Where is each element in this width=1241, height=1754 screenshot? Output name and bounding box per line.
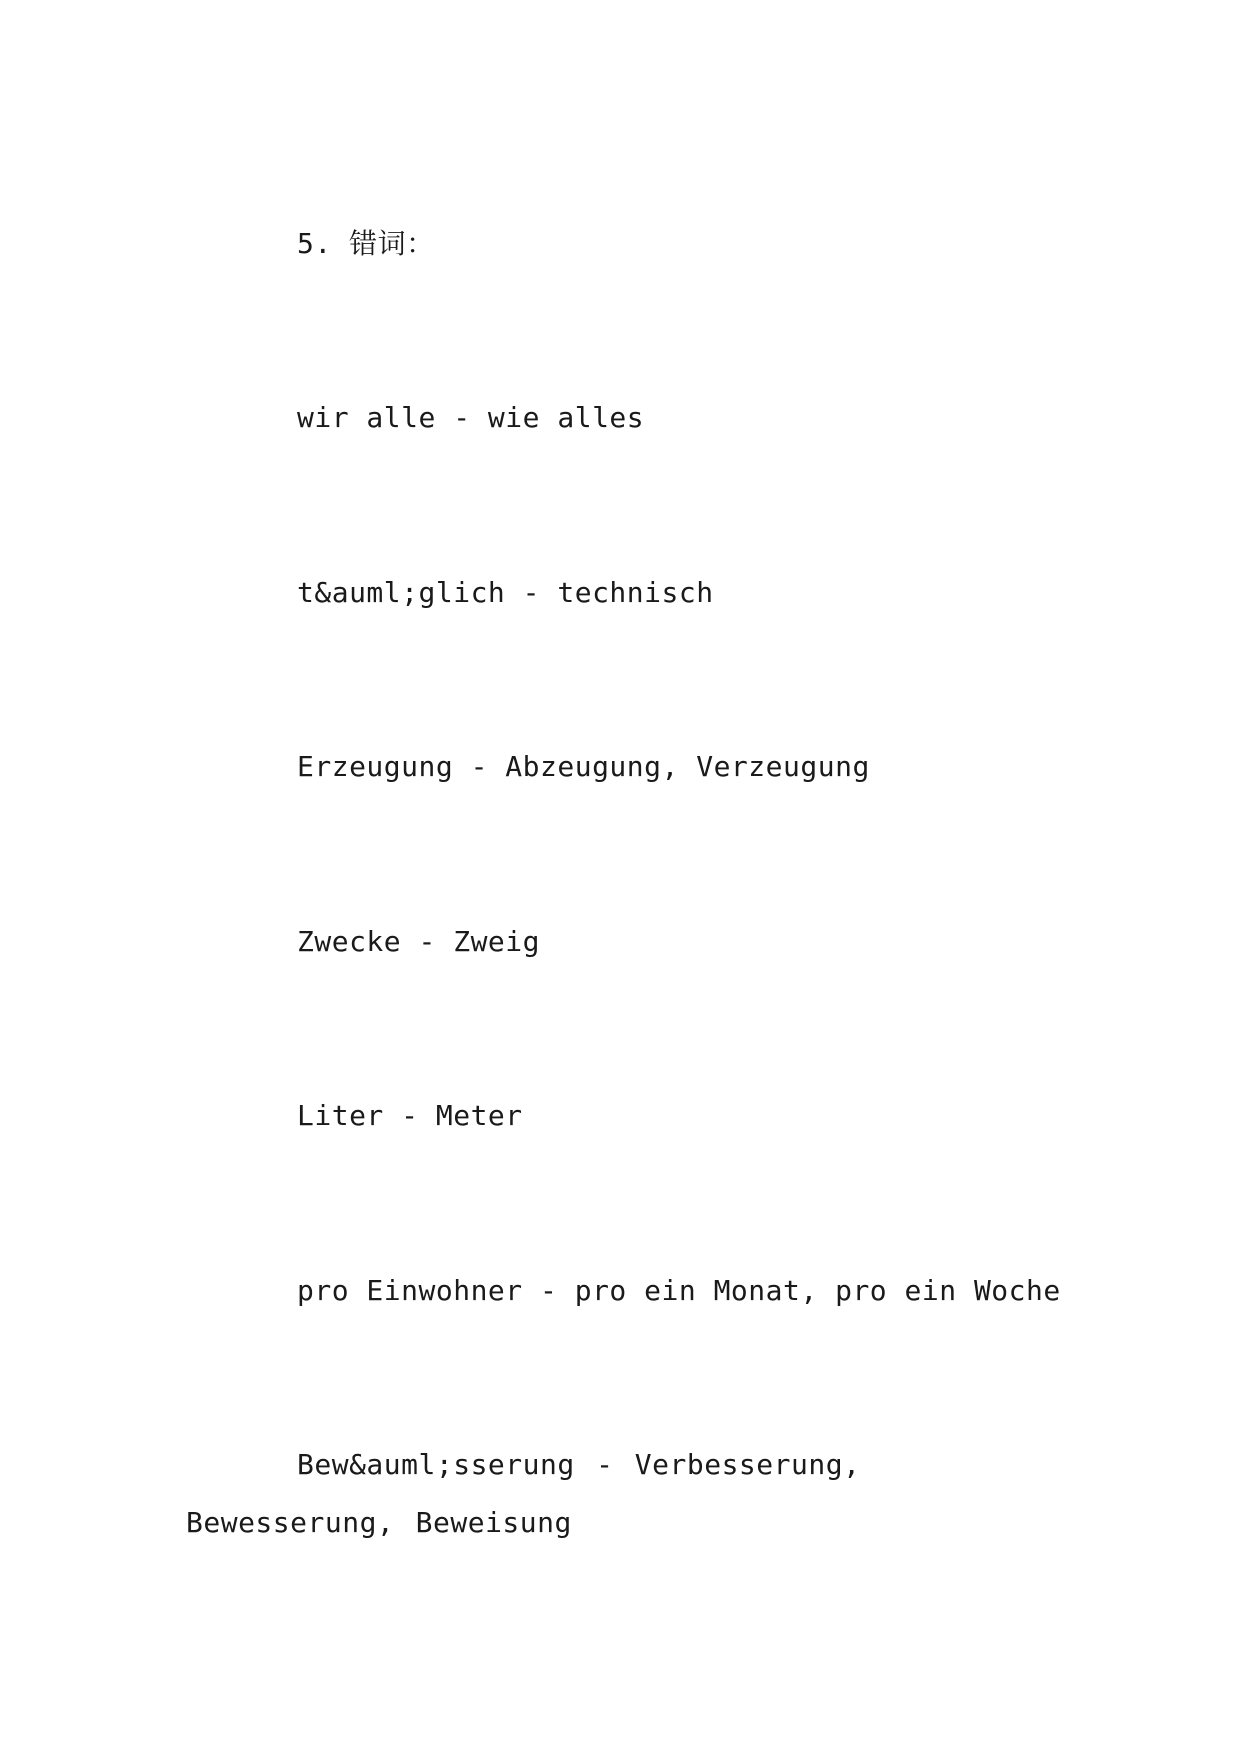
word-pair-line: wir alle - wie alles <box>297 401 645 434</box>
word-pair-line: t&auml;glich - technisch <box>297 576 714 609</box>
word-pair-paragraph: Bew&auml;sserung - Verbesserung, Bewesserung, Beweisung <box>186 1448 861 1539</box>
word-pair-line: Erzeugung - Abzeugung, Verzeugung <box>297 750 870 783</box>
word-pair-line: Liter - Meter <box>297 1099 523 1132</box>
section-heading: 5. 错词： <box>297 227 435 260</box>
word-pair-line: pro Einwohner - pro ein Monat, pro ein Woche <box>297 1274 1061 1307</box>
word-pair-line: Zwecke - Zweig <box>297 925 541 958</box>
